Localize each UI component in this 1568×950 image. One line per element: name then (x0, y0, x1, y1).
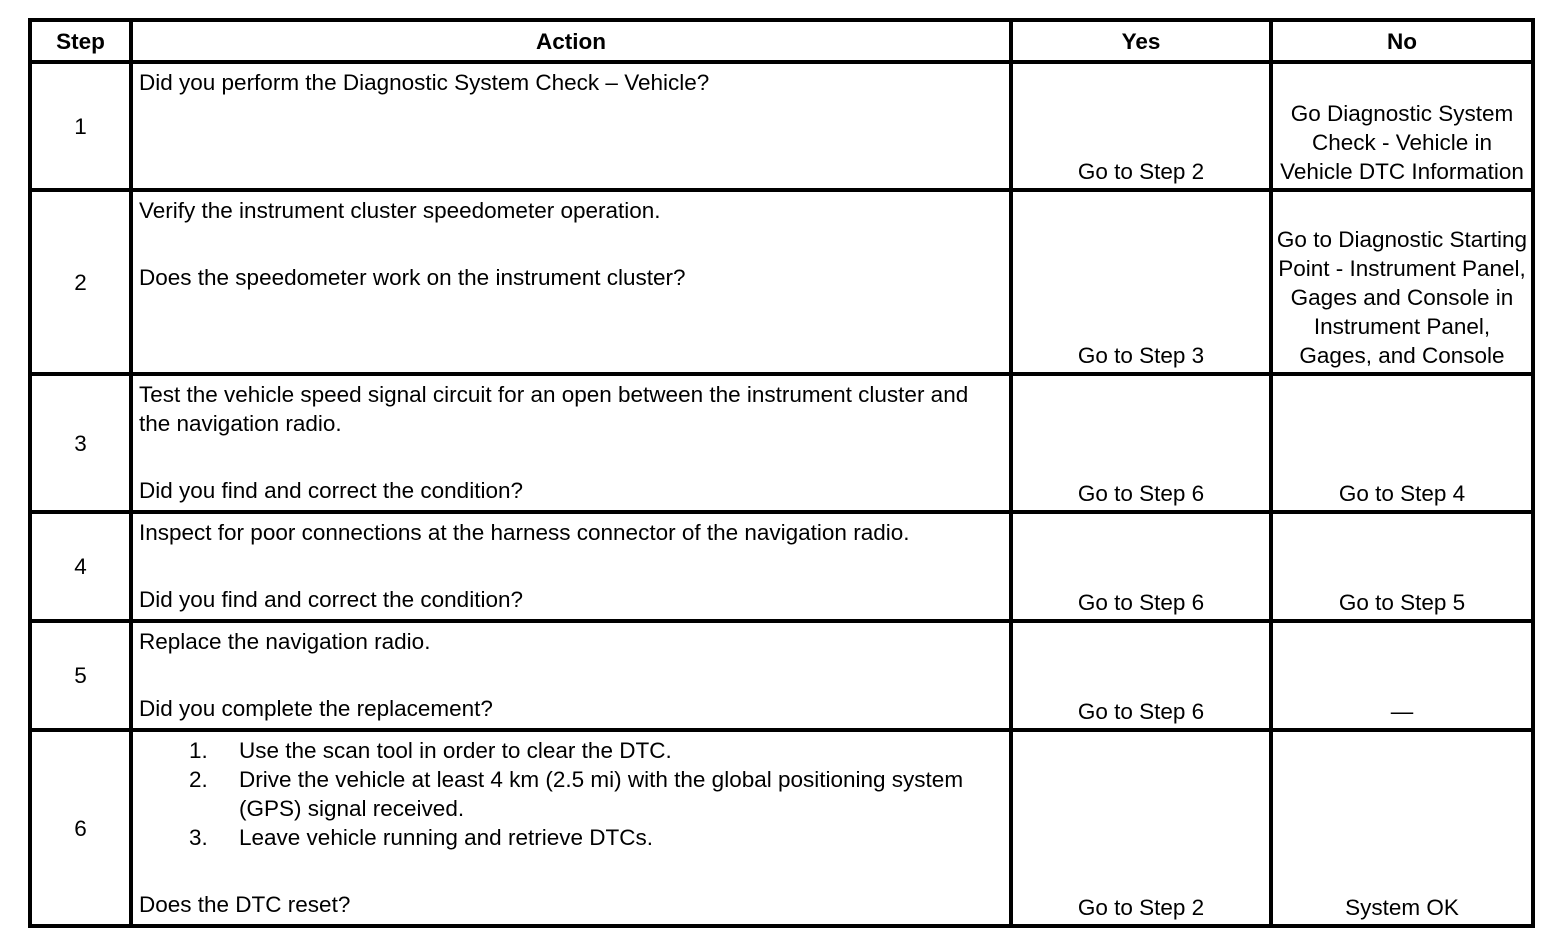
yes-result: Go to Step 3 (1011, 190, 1271, 374)
action-cell (131, 512, 1011, 621)
action-cell (131, 621, 1011, 730)
no-result: Go to Diagnostic Starting Point - Instrument Panel, Gages and Console in Instrument Panel, Gages, and Console (1271, 190, 1533, 374)
no-result: Go to Step 4 (1271, 374, 1533, 512)
yes-result: Go to Step 2 (1011, 730, 1271, 926)
step-number: 2 (30, 190, 131, 374)
step-number: 6 (30, 730, 131, 926)
table-row (30, 374, 1533, 512)
no-result: — (1271, 621, 1533, 730)
action-cell (131, 190, 1011, 374)
action-text: Replace the navigation radio. (139, 629, 431, 654)
yes-result: Go to Step 6 (1011, 621, 1271, 730)
list-item-number: 2. (189, 767, 208, 792)
diagnostic-table (28, 18, 1535, 928)
action-cell (131, 730, 1011, 926)
step-number: 4 (30, 512, 131, 621)
list-item-number: 3. (189, 825, 208, 850)
table-row (30, 190, 1533, 374)
header-row (30, 20, 1533, 62)
list-item-text: Use the scan tool in order to clear the DTC. (239, 738, 672, 763)
action-question: Did you find and correct the condition? (139, 587, 523, 612)
no-result: System OK (1271, 730, 1533, 926)
action-question: Did you complete the replacement? (139, 696, 493, 721)
step-number: 5 (30, 621, 131, 730)
header-no: No (1271, 20, 1533, 62)
header-step: Step (30, 20, 131, 62)
table-row (30, 62, 1533, 190)
table-row (30, 621, 1533, 730)
list-item (139, 765, 1001, 823)
yes-result: Go to Step 6 (1011, 512, 1271, 621)
list-item-number: 1. (189, 738, 208, 763)
no-result: Go Diagnostic System Check - Vehicle in Vehicle DTC Information (1271, 62, 1533, 190)
action-cell (131, 374, 1011, 512)
yes-result: Go to Step 2 (1011, 62, 1271, 190)
action-text: Verify the instrument cluster speedometer operation. (139, 198, 661, 223)
header-action: Action (131, 20, 1011, 62)
no-result: Go to Step 5 (1271, 512, 1533, 621)
list-item-text: Drive the vehicle at least 4 km (2.5 mi) with the global positioning system (GPS) signal received. (239, 767, 964, 821)
table-row (30, 730, 1533, 926)
list-item (139, 823, 1001, 852)
action-text: Did you perform the Diagnostic System Check – Vehicle? (139, 70, 710, 95)
action-question: Did you find and correct the condition? (139, 478, 523, 503)
step-number: 3 (30, 374, 131, 512)
action-question: Does the DTC reset? (139, 892, 351, 917)
yes-result: Go to Step 6 (1011, 374, 1271, 512)
action-cell (131, 62, 1011, 190)
action-question: Does the speedometer work on the instrument cluster? (139, 265, 686, 290)
table-row (30, 512, 1533, 621)
header-yes: Yes (1011, 20, 1271, 62)
step-number: 1 (30, 62, 131, 190)
procedure-list (139, 736, 1001, 852)
action-text: Test the vehicle speed signal circuit for an open between the instrument cluster and the navigation radio. (139, 382, 969, 436)
action-text: Inspect for poor connections at the harness connector of the navigation radio. (139, 520, 910, 545)
list-item (139, 736, 1001, 765)
list-item-text: Leave vehicle running and retrieve DTCs. (239, 825, 653, 850)
